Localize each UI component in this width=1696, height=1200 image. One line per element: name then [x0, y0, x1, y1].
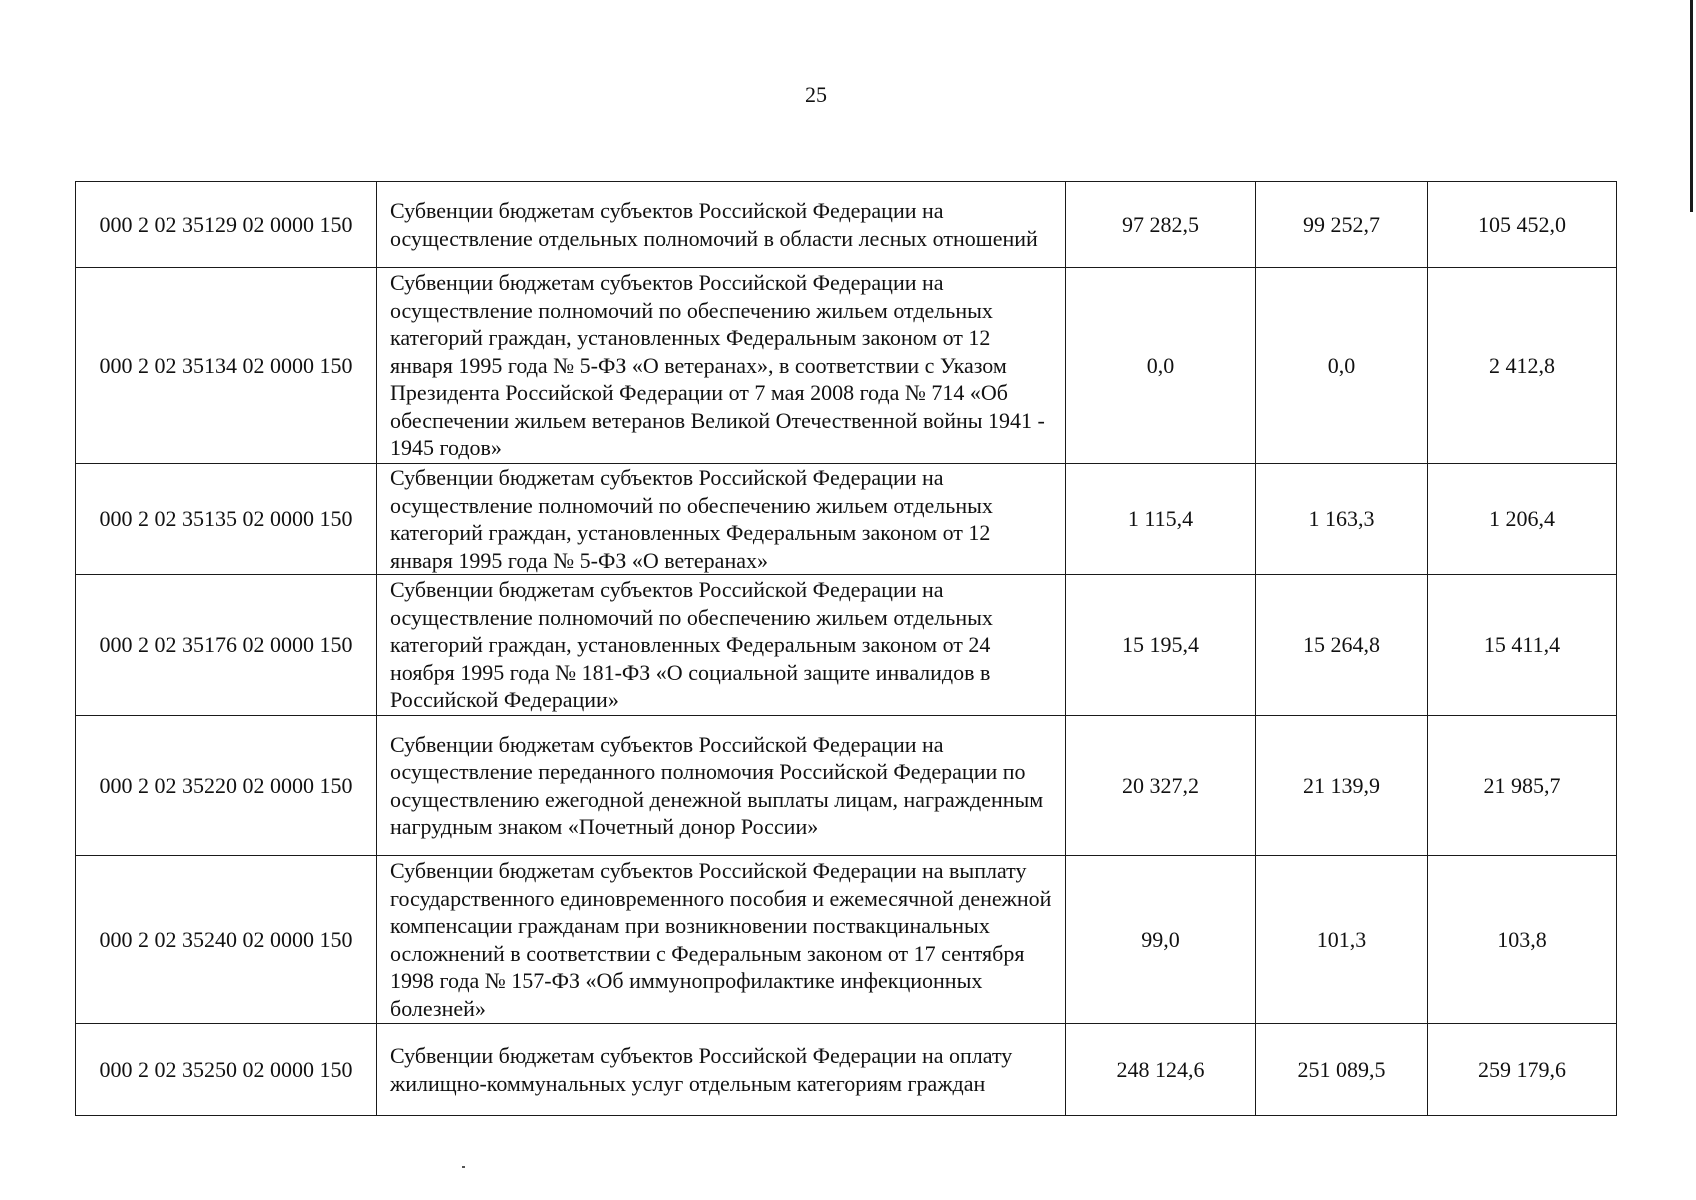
description-cell: Субвенции бюджетам субъектов Российской Федерации на осуществление полномочий по обеспечению жильем отдельных категорий граждан, установленных Федеральным законом от 24 ноября 1995 года № 181-ФЗ «О социальной защите инвалидов в Российской Федерации» — [377, 575, 1066, 716]
amount-cell-3: 105 452,0 — [1428, 182, 1617, 268]
amount-cell-3: 1 206,4 — [1428, 464, 1617, 575]
table-row — [76, 575, 1617, 716]
scan-speck — [462, 1166, 465, 1168]
amount-cell-1: 248 124,6 — [1066, 1024, 1256, 1116]
amount-cell-2: 15 264,8 — [1256, 575, 1428, 716]
amount-cell-3: 2 412,8 — [1428, 268, 1617, 464]
budget-code-cell: 000 2 02 35135 02 0000 150 — [76, 464, 377, 575]
table-row — [76, 856, 1617, 1024]
budget-code-cell: 000 2 02 35220 02 0000 150 — [76, 716, 377, 856]
budget-code-cell: 000 2 02 35250 02 0000 150 — [76, 1024, 377, 1116]
description-cell: Субвенции бюджетам субъектов Российской Федерации на осуществление переданного полномочия Российской Федерации по осуществлению ежегодной денежной выплаты лицам, награжденным нагрудным знаком «Почетный донор России» — [377, 716, 1066, 856]
amount-cell-1: 99,0 — [1066, 856, 1256, 1024]
amount-cell-3: 21 985,7 — [1428, 716, 1617, 856]
description-cell: Субвенции бюджетам субъектов Российской Федерации на осуществление отдельных полномочий в области лесных отношений — [377, 182, 1066, 268]
amount-cell-1: 0,0 — [1066, 268, 1256, 464]
amount-cell-1: 1 115,4 — [1066, 464, 1256, 575]
table-row — [76, 464, 1617, 575]
description-cell: Субвенции бюджетам субъектов Российской Федерации на осуществление полномочий по обеспечению жильем отдельных категорий граждан, установленных Федеральным законом от 12 января 1995 года № 5-ФЗ «О ветеранах», в соответствии с Указом Президента Российской Федерации от 7 мая 2008 года № 714 «Об обеспечении жильем ветеранов Великой Отечественной войны 1941 - 1945 годов» — [377, 268, 1066, 464]
amount-cell-1: 15 195,4 — [1066, 575, 1256, 716]
amount-cell-2: 99 252,7 — [1256, 182, 1428, 268]
description-cell: Субвенции бюджетам субъектов Российской Федерации на оплату жилищно-коммунальных услуг отдельным категориям граждан — [377, 1024, 1066, 1116]
amount-cell-1: 97 282,5 — [1066, 182, 1256, 268]
description-cell: Субвенции бюджетам субъектов Российской Федерации на выплату государственного единовременного пособия и ежемесячной денежной компенсации гражданам при возникновении поствакцинальных осложнений в соответствии с Федеральным законом от 17 сентября 1998 года № 157-ФЗ «Об иммунопрофилактике инфекционных болезней» — [377, 856, 1066, 1024]
table-row — [76, 182, 1617, 268]
budget-table — [75, 181, 1617, 1116]
budget-code-cell: 000 2 02 35176 02 0000 150 — [76, 575, 377, 716]
amount-cell-3: 259 179,6 — [1428, 1024, 1617, 1116]
amount-cell-3: 15 411,4 — [1428, 575, 1617, 716]
amount-cell-1: 20 327,2 — [1066, 716, 1256, 856]
amount-cell-2: 1 163,3 — [1256, 464, 1428, 575]
scan-edge-mark — [1690, 0, 1693, 212]
table-row — [76, 716, 1617, 856]
budget-code-cell: 000 2 02 35134 02 0000 150 — [76, 268, 377, 464]
amount-cell-3: 103,8 — [1428, 856, 1617, 1024]
page-number: 25 — [805, 82, 827, 107]
amount-cell-2: 101,3 — [1256, 856, 1428, 1024]
description-cell: Субвенции бюджетам субъектов Российской Федерации на осуществление полномочий по обеспечению жильем отдельных категорий граждан, установленных Федеральным законом от 12 января 1995 года № 5-ФЗ «О ветеранах» — [377, 464, 1066, 575]
table-row — [76, 268, 1617, 464]
amount-cell-2: 0,0 — [1256, 268, 1428, 464]
table-row — [76, 1024, 1617, 1116]
budget-table-container — [75, 181, 1616, 1116]
amount-cell-2: 251 089,5 — [1256, 1024, 1428, 1116]
budget-code-cell: 000 2 02 35240 02 0000 150 — [76, 856, 377, 1024]
budget-code-cell: 000 2 02 35129 02 0000 150 — [76, 182, 377, 268]
amount-cell-2: 21 139,9 — [1256, 716, 1428, 856]
